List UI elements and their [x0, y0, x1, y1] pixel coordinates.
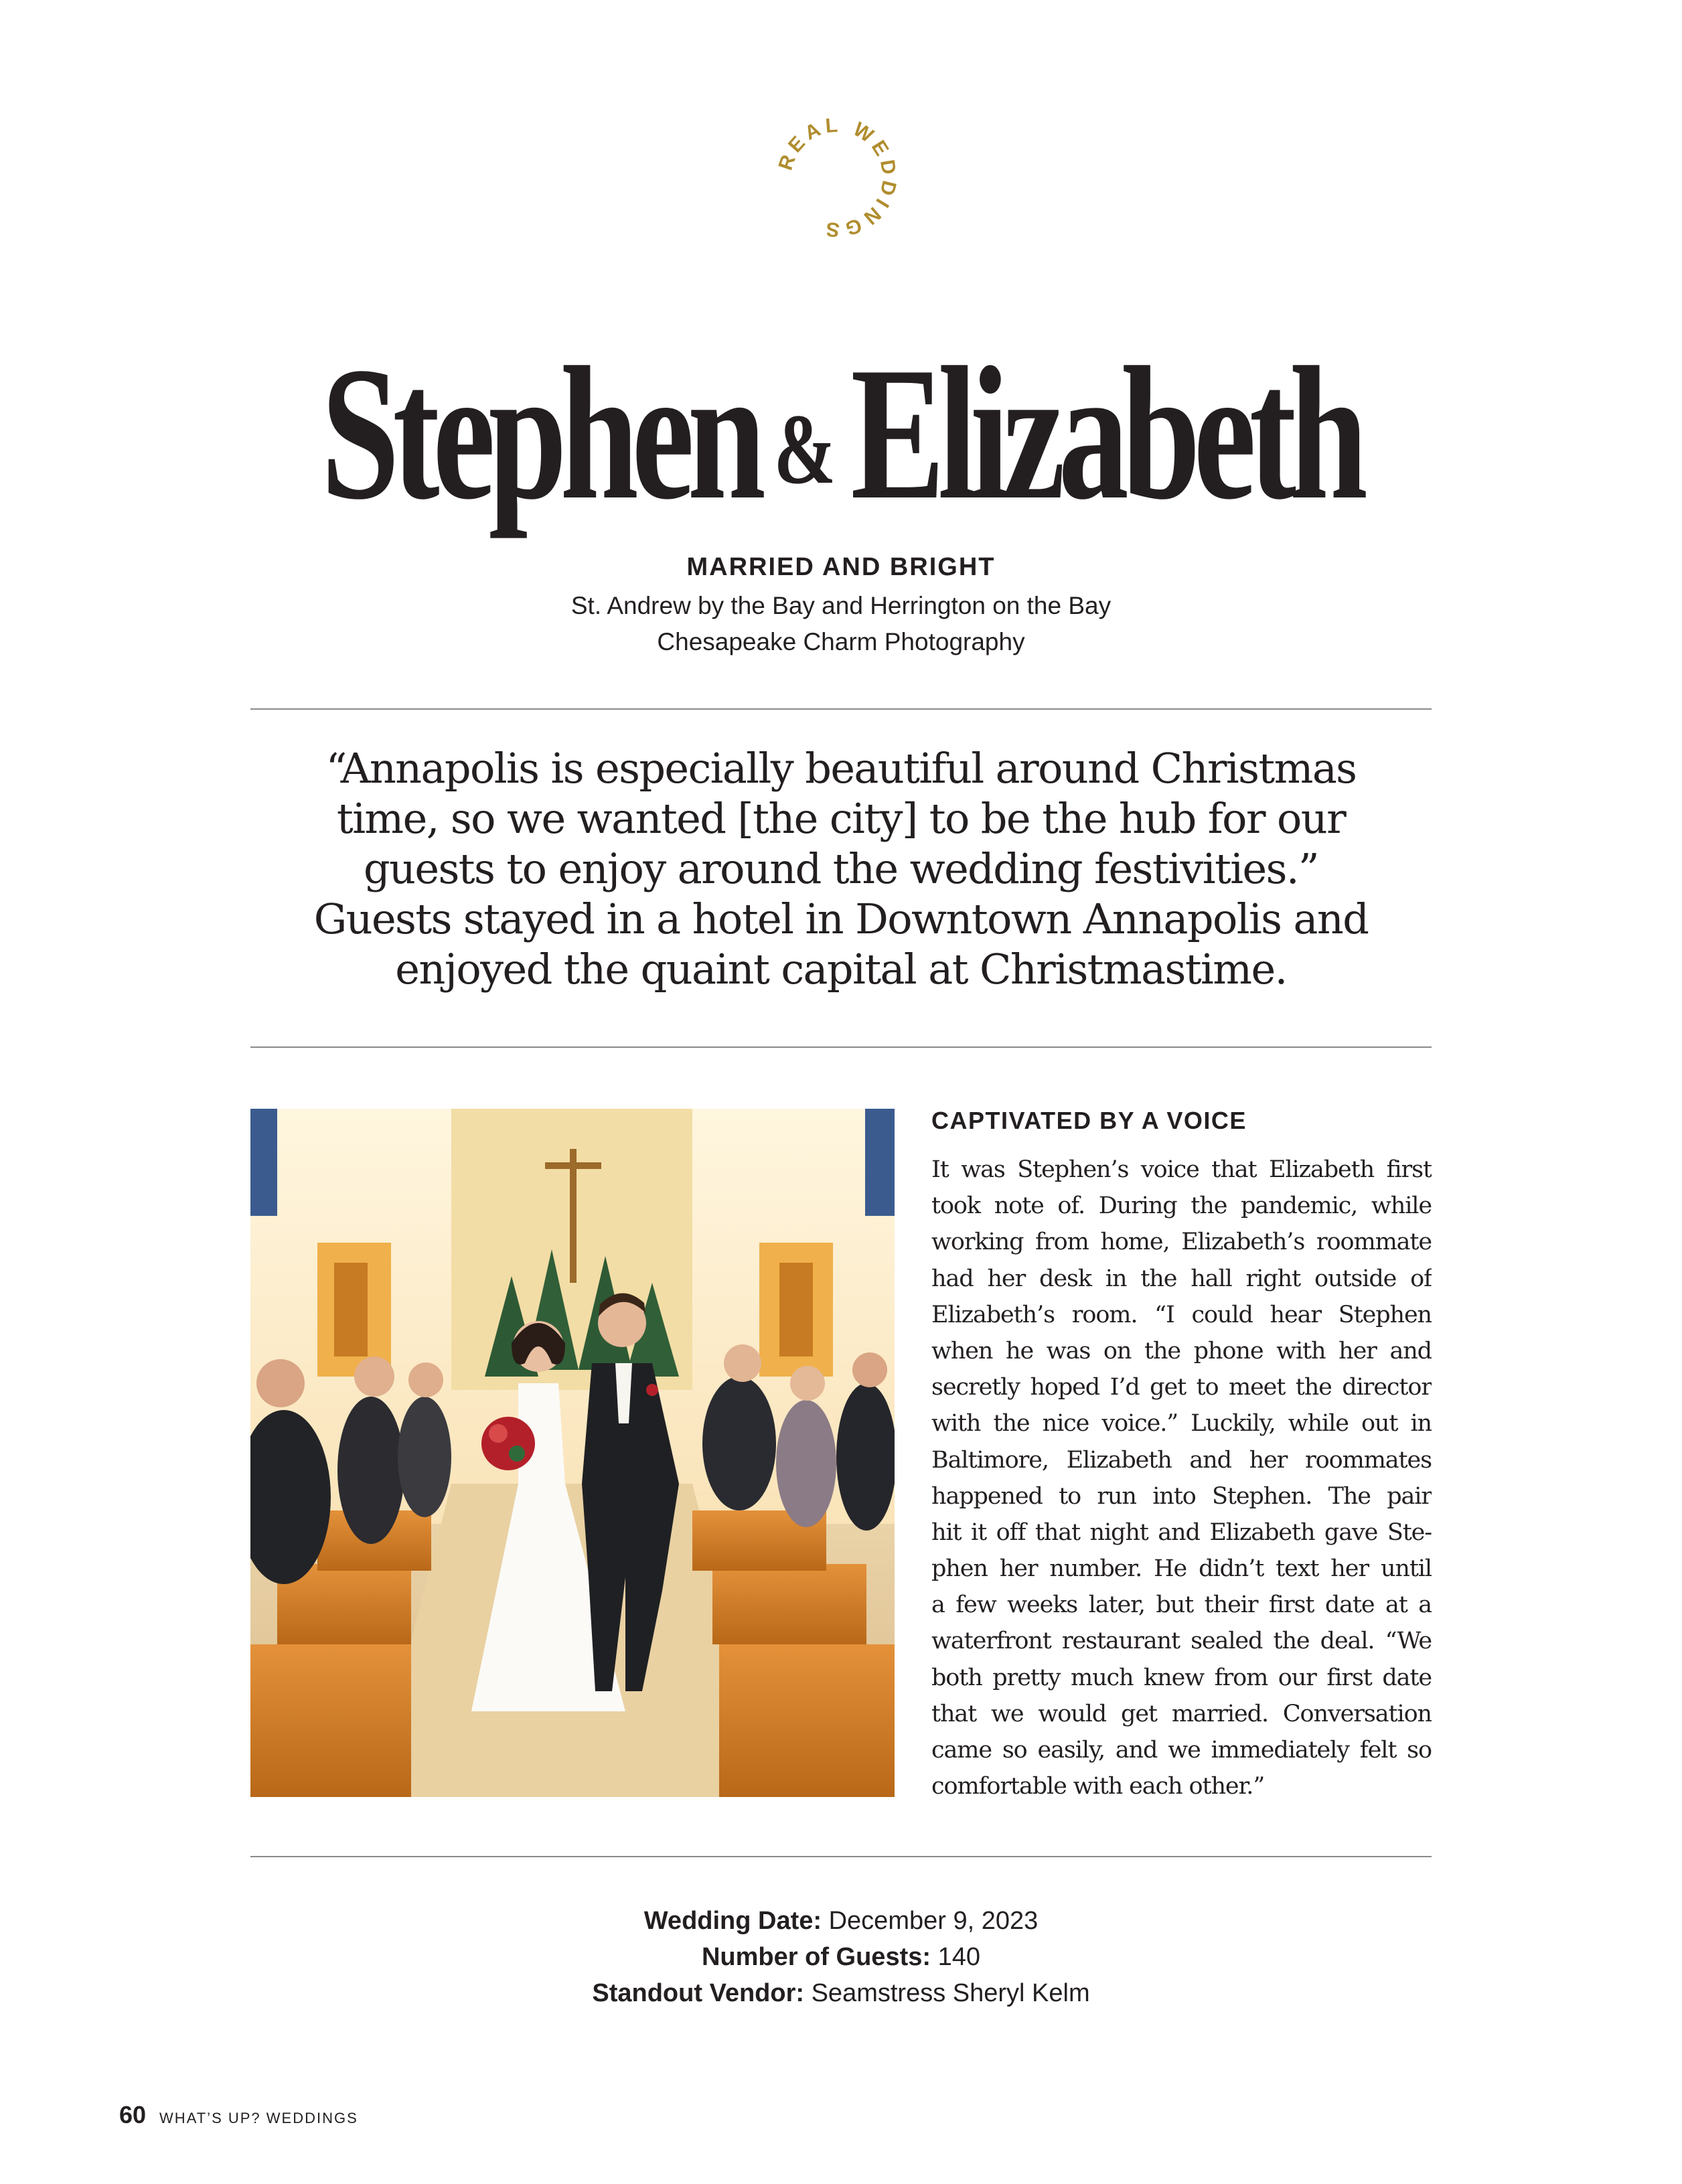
body-line: took note of. During the pandemic, while — [931, 1192, 1432, 1220]
body-line: Elizabeth’s room. “I could hear Stephen — [931, 1301, 1432, 1328]
fact-value: 140 — [931, 1943, 980, 1971]
body-line: phen her number. He didn’t text her until — [931, 1555, 1432, 1583]
body-line: Baltimore, Elizabeth and her roommates — [931, 1446, 1432, 1474]
fact-value: Seamstress Sheryl Kelm — [804, 1979, 1090, 2007]
wedding-date-fact — [0, 1907, 1682, 1936]
page-title — [219, 327, 1464, 539]
fact-value: December 9, 2023 — [822, 1907, 1039, 1935]
title-name-2: Elizabeth — [850, 327, 1361, 539]
quote-line: guests to enjoy around the wedding festivities.” — [363, 844, 1319, 893]
body-line: secretly hoped I’d get to meet the director — [931, 1374, 1432, 1401]
quote-line: “Annapolis is especially beautiful around Christmas — [325, 744, 1357, 793]
body-line: It was Stephen’s voice that Elizabeth first — [931, 1156, 1432, 1183]
body-line: comfortable with each other.” — [931, 1773, 1265, 1800]
fact-label: Number of Guests: — [701, 1943, 931, 1971]
divider-middle — [250, 1046, 1432, 1048]
story-body — [931, 1152, 1432, 1804]
wedding-photo — [250, 1109, 895, 1797]
body-line: working from home, Elizabeth’s roommate — [931, 1229, 1432, 1256]
page-number: 60 — [119, 2101, 147, 2128]
fact-label: Standout Vendor: — [592, 1979, 805, 2007]
body-line: had her desk in the hall right outside of — [931, 1265, 1432, 1292]
body-line: that we would get married. Conversation — [931, 1700, 1432, 1727]
publication-name: WHAT’S UP? WEDDINGS — [159, 2110, 358, 2126]
section-heading: CAPTIVATED BY A VOICE — [931, 1107, 1247, 1134]
body-line: with the nice voice.” Luckily, while out in — [931, 1410, 1432, 1437]
fact-label: Wedding Date: — [643, 1907, 822, 1935]
title-name-1: Stephen — [321, 327, 759, 539]
body-line: when he was on the phone with her and — [931, 1337, 1432, 1364]
subtitle: MARRIED AND BRIGHT — [686, 553, 996, 581]
quote-line: time, so we wanted [the city] to be the hub for our — [336, 794, 1346, 843]
real-weddings-seal — [770, 110, 904, 244]
guest-count-fact — [0, 1943, 1682, 1972]
body-line: a few weeks later, but their first date at a — [931, 1591, 1432, 1619]
page-footer — [119, 2101, 358, 2129]
venue-line: St. Andrew by the Bay and Herrington on the Bay — [570, 592, 1112, 619]
body-line: hit it off that night and Elizabeth gave Ste- — [931, 1518, 1432, 1546]
quote-line: enjoyed the quaint capital at Christmastime. — [395, 945, 1287, 994]
photographer-line: Chesapeake Charm Photography — [657, 628, 1025, 655]
quote-line: Guests stayed in a hotel in Downtown Annapolis and — [313, 894, 1369, 943]
title-ampersand: & — [773, 394, 836, 505]
body-line: both pretty much knew from our first date — [931, 1664, 1432, 1691]
svg-text:REAL WEDDINGS: REAL WEDDINGS — [774, 114, 901, 241]
body-line: happened to run into Stephen. The pair — [931, 1482, 1432, 1510]
divider-bottom — [250, 1856, 1432, 1857]
body-line: waterfront restaurant sealed the deal. “We — [931, 1628, 1432, 1655]
body-line: came so easily, and we immediately felt so — [931, 1737, 1432, 1764]
standout-vendor-fact — [0, 1979, 1682, 2008]
divider-top — [250, 708, 1432, 710]
pull-quote — [295, 743, 1387, 994]
